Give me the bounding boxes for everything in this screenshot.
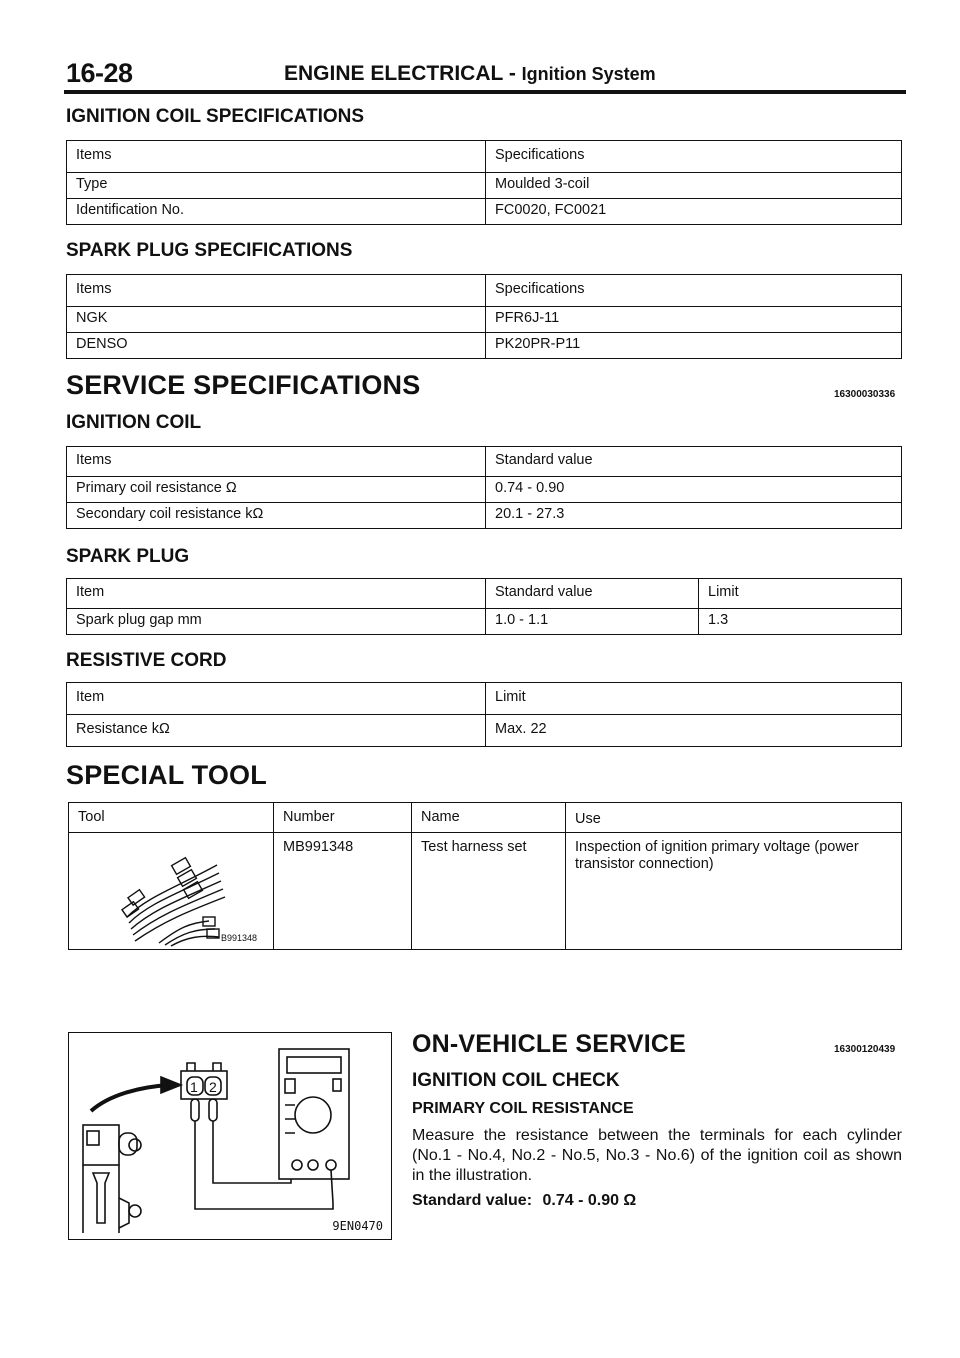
ignition-coil-spec-heading: IGNITION COIL SPECIFICATIONS xyxy=(66,106,365,127)
on-vehicle-service-ref: 16300120439 xyxy=(834,1044,896,1055)
on-vehicle-service-heading: ON-VEHICLE SERVICE xyxy=(412,1030,687,1058)
service-spec-ref: 16300030336 xyxy=(834,389,896,400)
ignition-coil-service-table xyxy=(66,446,902,529)
ignition-coil-heading: IGNITION COIL xyxy=(66,412,202,433)
table-row xyxy=(67,503,902,529)
table-cell: NGK xyxy=(67,307,486,333)
table-header-row xyxy=(67,141,902,173)
section-title: ENGINE ELECTRICAL xyxy=(284,62,503,85)
table-header-cell: Tool xyxy=(69,803,274,833)
table-cell: Max. 22 xyxy=(486,715,902,747)
standard-value-label: Standard value: xyxy=(412,1192,533,1209)
special-tool-table xyxy=(68,802,902,950)
table-header-cell: Specifications xyxy=(486,275,902,307)
table-cell: FC0020, FC0021 xyxy=(486,199,902,225)
special-tool-heading: SPECIAL TOOL xyxy=(66,760,267,790)
table-header-row xyxy=(67,579,902,609)
table-header-cell: Items xyxy=(67,275,486,307)
figure-label: 9EN0470 xyxy=(332,1219,383,1233)
measurement-instructions: Measure the resistance between the terminals for each cylinder (No.1 - No.4, No.2 - No.5, No.3 - No.6) of the ignition coil as shown in the illustration. xyxy=(412,1127,902,1184)
ignition-coil-check-heading: IGNITION COIL CHECK xyxy=(412,1070,620,1091)
table-header-cell: Use xyxy=(566,803,902,833)
table-row xyxy=(67,173,902,199)
table-header-cell: Item xyxy=(67,579,486,609)
table-header-cell: Limit xyxy=(699,579,902,609)
tool-image-label: B991348 xyxy=(221,933,258,943)
table-cell: 20.1 - 27.3 xyxy=(486,503,902,529)
table-header-cell: Name xyxy=(412,803,566,833)
header-rule xyxy=(64,90,906,94)
svg-text:1: 1 xyxy=(190,1079,198,1095)
tool-image-cell xyxy=(69,833,274,950)
resistive-cord-table xyxy=(66,682,902,747)
table-header-cell: Number xyxy=(274,803,412,833)
service-spec-heading: SERVICE SPECIFICATIONS xyxy=(66,370,421,400)
table-header-row xyxy=(67,447,902,477)
svg-text:2: 2 xyxy=(209,1079,217,1095)
table-header-row xyxy=(67,275,902,307)
page-header-title xyxy=(284,62,656,86)
table-row xyxy=(67,307,902,333)
page-number: 16-28 xyxy=(66,58,133,88)
table-cell: 1.0 - 1.1 xyxy=(486,609,699,635)
table-cell: 1.3 xyxy=(699,609,902,635)
table-header-cell: Limit xyxy=(486,683,902,715)
table-header-row xyxy=(69,803,902,833)
table-cell: Spark plug gap mm xyxy=(67,609,486,635)
table-header-cell: Item xyxy=(67,683,486,715)
table-cell: Identification No. xyxy=(67,199,486,225)
spark-plug-service-table xyxy=(66,578,902,635)
table-cell: Secondary coil resistance kΩ xyxy=(67,503,486,529)
subsection-title: Ignition System xyxy=(521,64,656,84)
table-header-cell: Items xyxy=(67,141,486,173)
ignition-coil-check-figure xyxy=(68,1032,392,1240)
ignition-coil-spec-table xyxy=(66,140,902,225)
tool-use-cell: Inspection of ignition primary voltage (power transistor connection) xyxy=(566,833,902,950)
table-cell: 0.74 - 0.90 xyxy=(486,477,902,503)
spark-plug-spec-table xyxy=(66,274,902,359)
table-cell: Moulded 3-coil xyxy=(486,173,902,199)
ignition-coil-ohmmeter-diagram xyxy=(69,1033,391,1239)
table-cell: Resistance kΩ xyxy=(67,715,486,747)
tool-number-cell: MB991348 xyxy=(274,833,412,950)
table-row xyxy=(67,477,902,503)
table-cell: Primary coil resistance Ω xyxy=(67,477,486,503)
table-cell: PFR6J-11 xyxy=(486,307,902,333)
spark-plug-spec-heading: SPARK PLUG SPECIFICATIONS xyxy=(66,240,353,261)
table-row xyxy=(69,833,902,950)
table-header-cell: Specifications xyxy=(486,141,902,173)
table-header-cell: Items xyxy=(67,447,486,477)
header-separator: - xyxy=(508,62,516,85)
table-cell: DENSO xyxy=(67,333,486,359)
table-header-cell: Standard value xyxy=(486,579,699,609)
standard-value-line xyxy=(412,1192,636,1210)
table-row xyxy=(67,609,902,635)
spark-plug-heading: SPARK PLUG xyxy=(66,546,190,567)
table-row xyxy=(67,715,902,747)
table-cell: Type xyxy=(67,173,486,199)
tool-name-cell: Test harness set xyxy=(412,833,566,950)
table-header-row xyxy=(67,683,902,715)
table-row xyxy=(67,333,902,359)
standard-value: 0.74 - 0.90 Ω xyxy=(542,1192,637,1209)
table-row xyxy=(67,199,902,225)
resistive-cord-heading: RESISTIVE CORD xyxy=(66,650,227,671)
table-cell: PK20PR-P11 xyxy=(486,333,902,359)
primary-coil-resistance-heading: PRIMARY COIL RESISTANCE xyxy=(412,1100,634,1117)
table-header-cell: Standard value xyxy=(486,447,902,477)
